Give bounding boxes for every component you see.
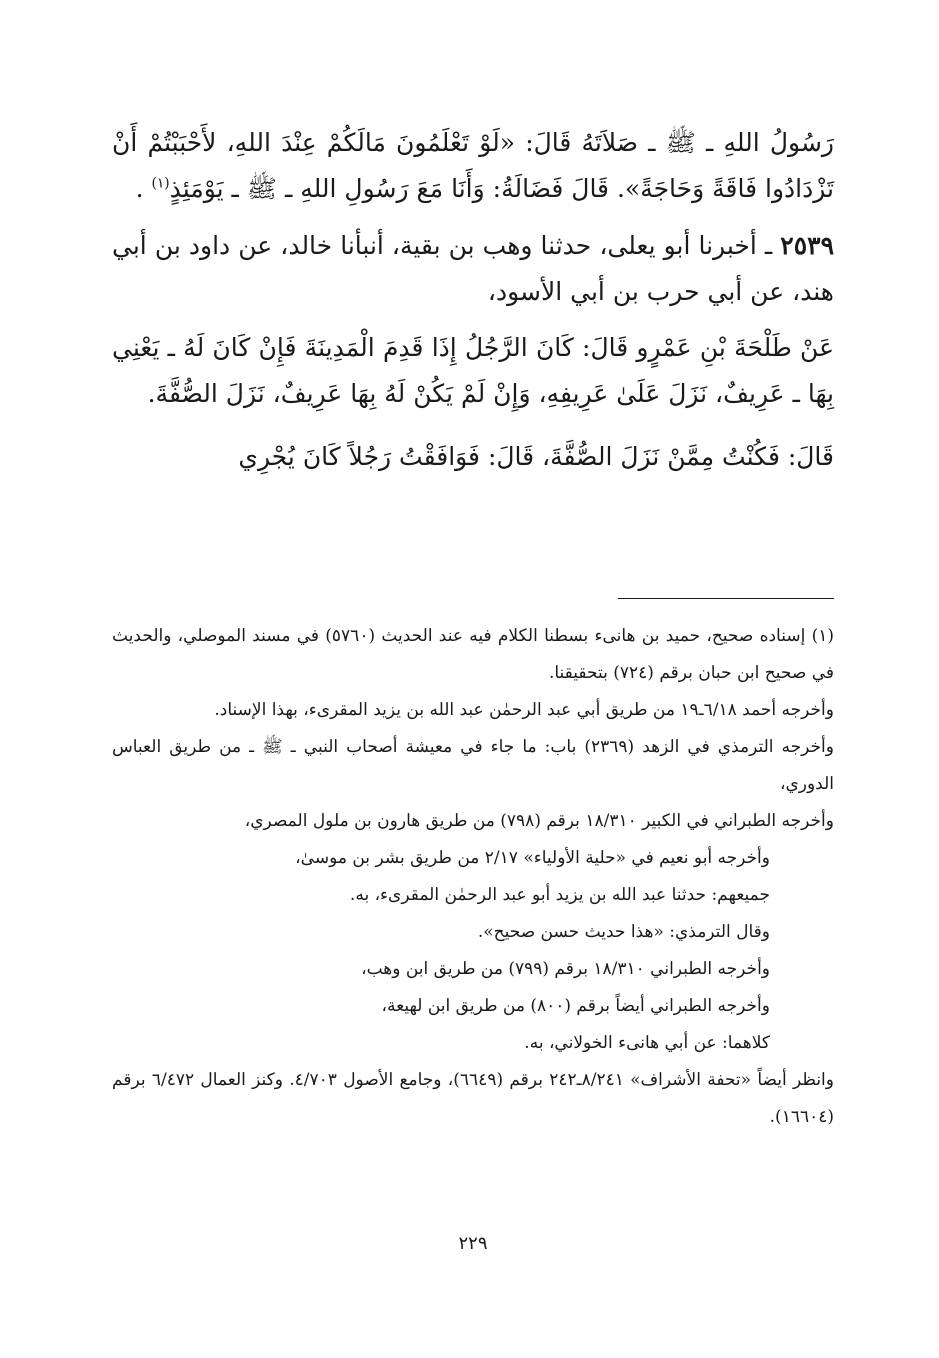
footnote-paragraph: وأخرجه أحمد ٦/١٨ـ١٩ من طريق أبي عبد الرحمٰن عبد الله بن يزيد المقرىء، بهذا الإسناد.: [214, 700, 834, 720]
footnote-paragraph: جميعهم: حدثنا عبد الله بن يزيد أبو عبد الرحمٰن المقرىء، به.: [349, 885, 770, 905]
footnote-paragraph: وأخرجه أبو نعيم في «حلية الأولياء» ٢/١٧ من طريق بشر بن موسىٰ،: [295, 848, 770, 868]
hadith-ending-text: رَسُولُ اللهِ ـ ﷺ ـ صَلاَتَهُ قَالَ: «لَوْ تَعْلَمُونَ مَالَكُمْ عِنْدَ اللهِ، لأَحْبَبْتُمْ أَنْ تَزْدَادُوا فَاقَةً وَحَاجَةً». قَالَ فَضَالَةُ: وَأَنَا مَعَ رَسُولِ اللهِ ـ ﷺ ـ يَوْمَئِذٍ: [112, 128, 834, 204]
footnote-reference: (١): [151, 175, 170, 192]
footnote-paragraph: كلاهما: عن أبي هانىء الخولاني، به.: [524, 1033, 770, 1053]
footnote-paragraph: وأخرجه الطبراني أيضاً برقم (٨٠٠) من طريق ابن لهيعة،: [381, 996, 770, 1016]
footnote-paragraph: وأخرجه الطبراني في الكبير ١٨/٣١٠ برقم (٧٩٨) من طريق هارون بن ملول المصري،: [244, 811, 834, 831]
footnote-paragraph: وقال الترمذي: «هذا حديث حسن صحيح».: [477, 922, 770, 942]
hadith-ending-paragraph: رَسُولُ اللهِ ـ ﷺ ـ صَلاَتَهُ قَالَ: «لَوْ تَعْلَمُونَ مَالَكُمْ عِنْدَ اللهِ، لأَحْبَبْتُمْ أَنْ تَزْدَادُوا فَاقَةً وَحَاجَةً». قَالَ فَضَالَةُ: وَأَنَا مَعَ رَسُولِ اللهِ ـ ﷺ ـ يَوْمَئِذٍ$^{(١)}$ .: [112, 128, 834, 204]
footnote-paragraph: وأخرجه الترمذي في الزهد (٢٣٦٩) باب: ما جاء في معيشة أصحاب النبي ـ ﷺ ـ من طريق العباس الدوري،: [112, 737, 834, 794]
page-number: ٢٢٩: [458, 1233, 488, 1254]
book-page: [112, 120, 834, 1300]
isnad-text: ـ أخبرنا أبو يعلى، حدثنا وهب بن بقية، أنبأنا خالد، عن داود بن أبي هند، عن أبي حرب بن أبي الأسود،: [112, 230, 834, 306]
footnotes: [112, 618, 834, 1136]
isnad-paragraph: [112, 223, 834, 316]
footnote-paragraph: وأخرجه الطبراني ١٨/٣١٠ برقم (٧٩٩) من طريق ابن وهب،: [361, 959, 770, 979]
footnote-separator: [618, 598, 834, 599]
matn-paragraph: عَنْ طَلْحَةَ بْنِ عَمْرٍو قَالَ: كَانَ الرَّجُلُ إِذَا قَدِمَ الْمَدِينَةَ فَإِنْ كَانَ لَهُ ـ يَعْنِي بِهَا ـ عَرِيفٌ، نَزَلَ عَلَىٰ عَرِيفِهِ، وَإِنْ لَمْ يَكُنْ لَهُ بِهَا عَرِيفٌ، نَزَلَ الصُّفَّةَ.: [112, 333, 834, 409]
main-text: [112, 120, 834, 480]
continuation-line: قَالَ: فَكُنْتُ مِمَّنْ نَزَلَ الصُّفَّةَ، قَالَ: فَوَافَقْتُ رَجُلاً كَانَ يُجْرِي: [238, 441, 834, 471]
footnote-paragraph: (١) إسناده صحيح، حميد بن هانىء بسطنا الكلام فيه عند الحديث (٥٧٦٠) في مسند الموصلي، والحديث في صحيح ابن حبان برقم (٧٢٤) بتحقيقنا.: [112, 626, 834, 683]
footnote-paragraph: وانظر أيضاً «تحفة الأشراف» ٨/٢٤١ـ٢٤٢ برقم (٦٦٤٩)، وجامع الأصول ٤/٧٠٣. وكنز العمال ٦/٤٧٢ برقم (١٦٦٠٤).: [112, 1070, 834, 1127]
hadith-number: ٢٥٣٩: [780, 230, 834, 260]
